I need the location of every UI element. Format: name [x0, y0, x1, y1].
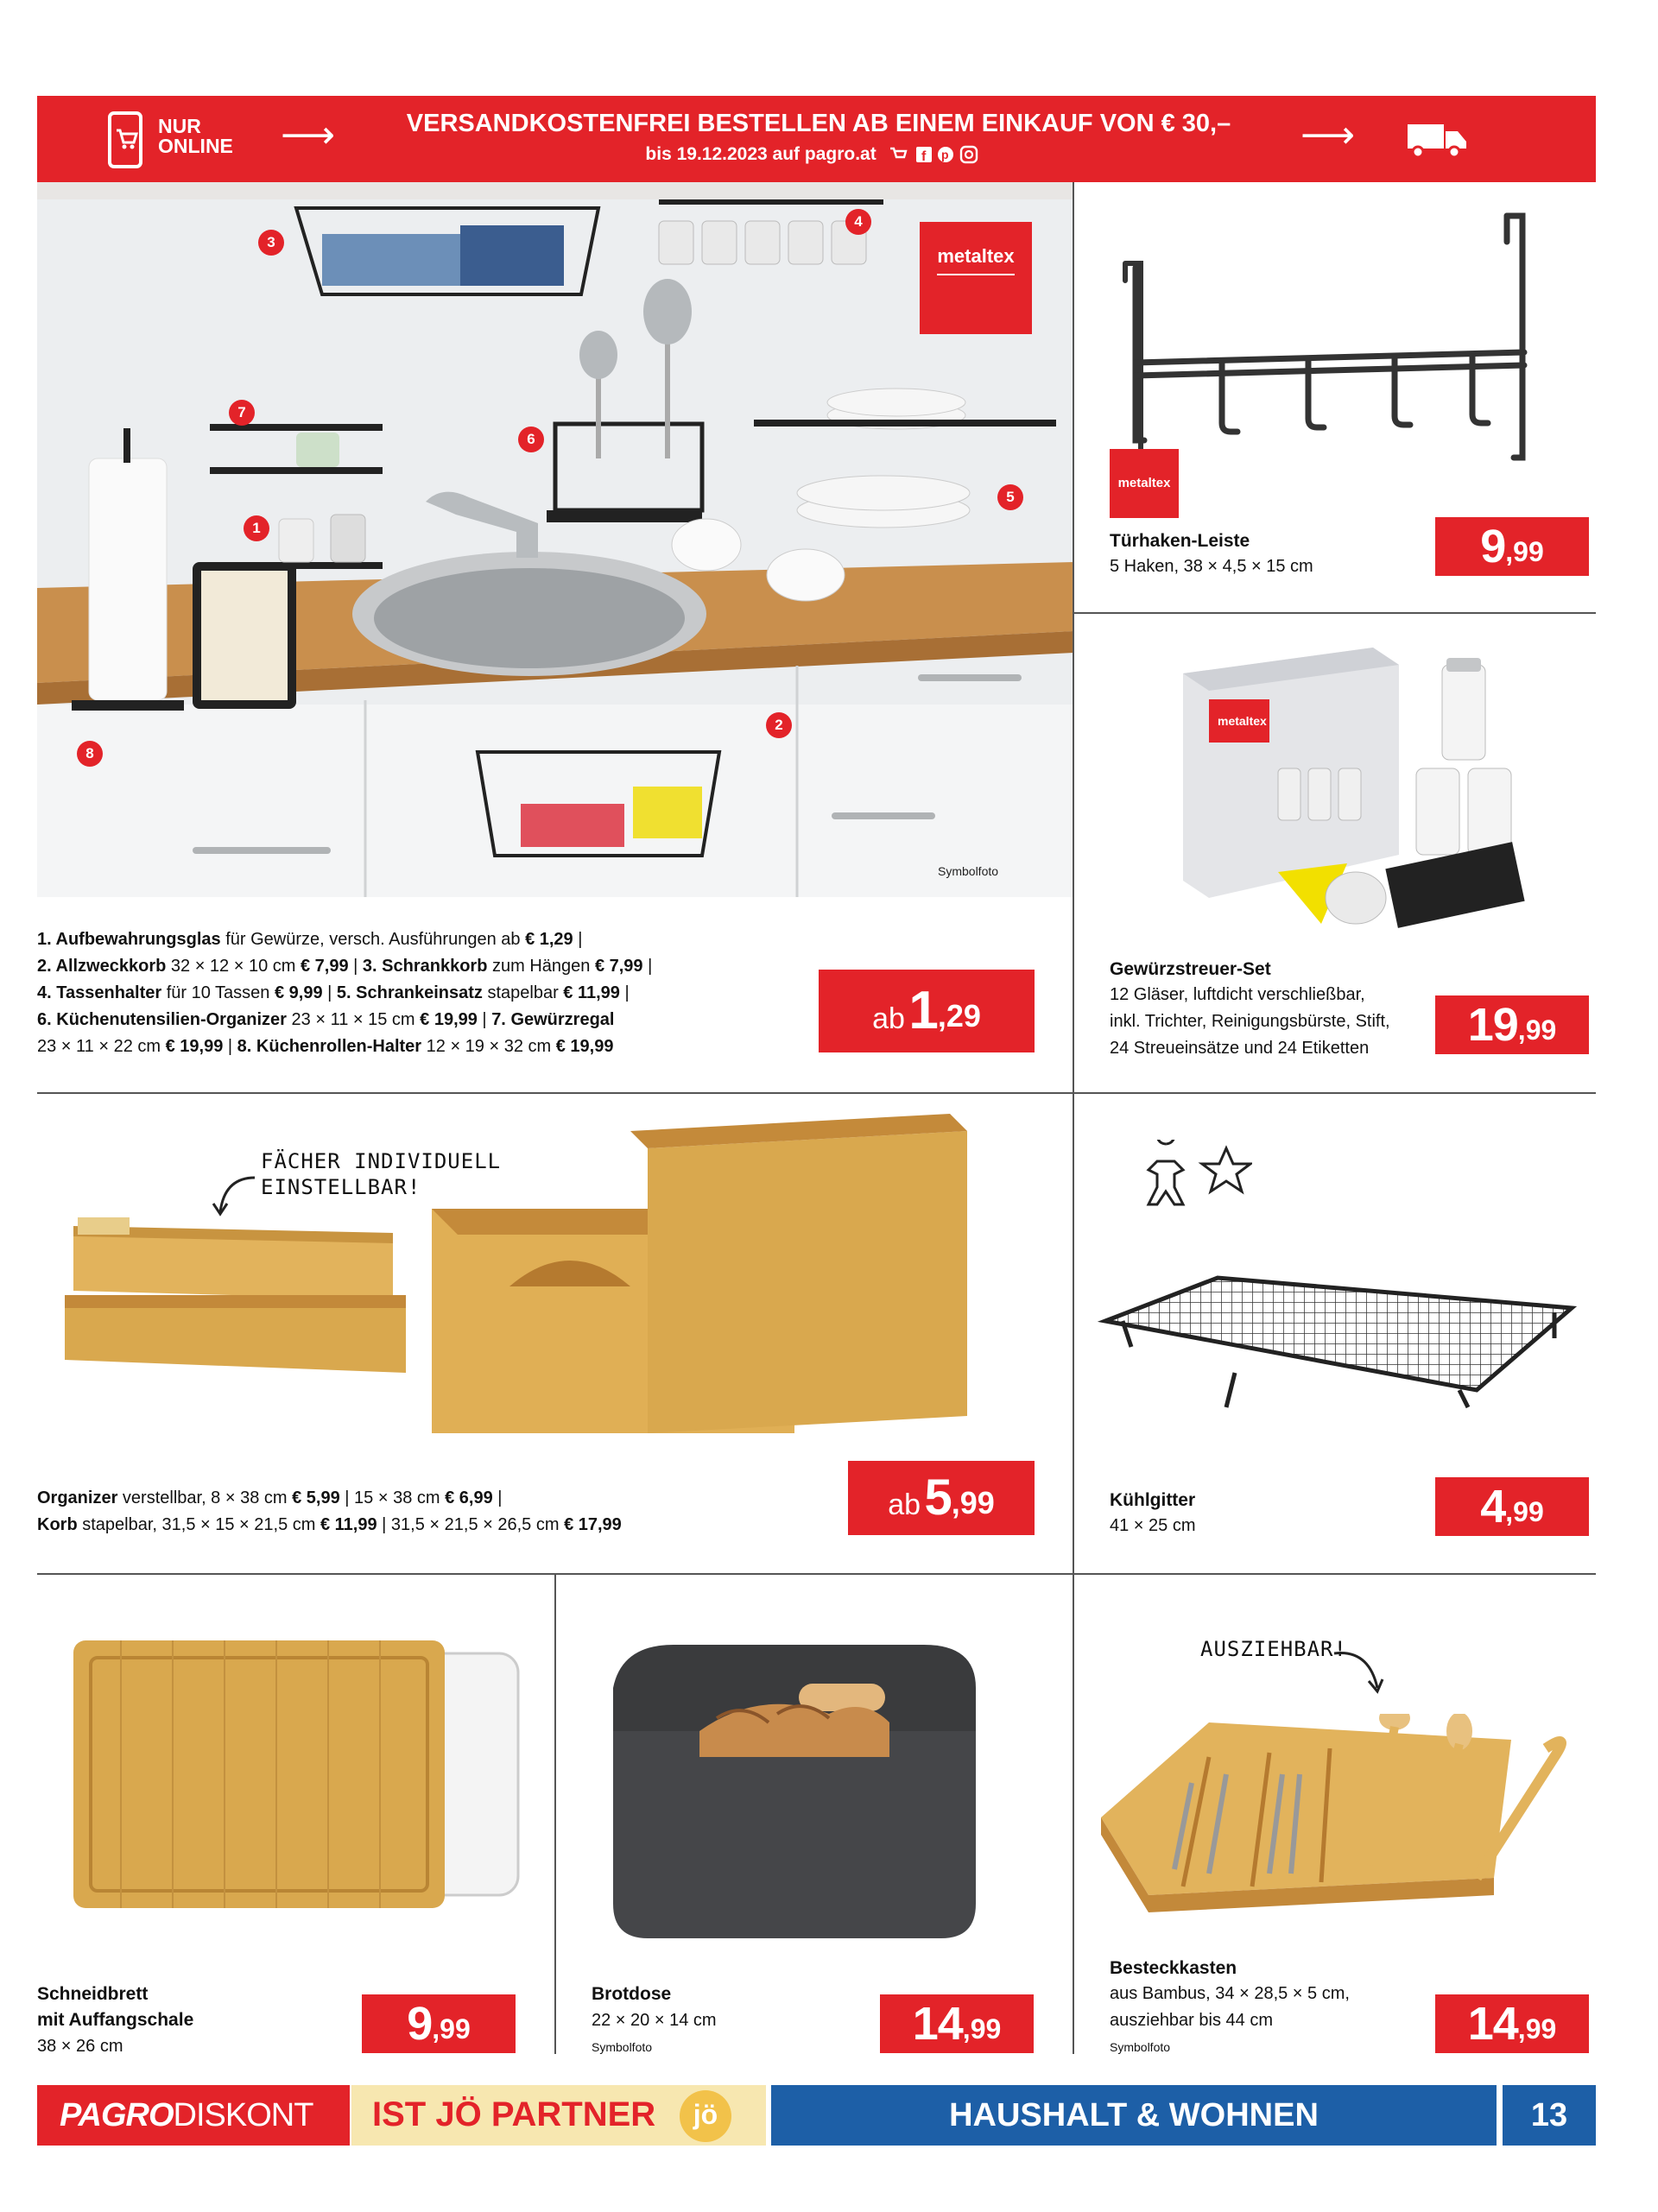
jo-partner-banner[interactable]: [351, 2085, 766, 2146]
jo-logo-icon: jö: [680, 2090, 731, 2142]
title-line: Schneidbrett: [37, 1984, 149, 2004]
section-banner: [771, 2085, 1497, 2146]
brand-label: metaltex: [937, 239, 1014, 275]
metaltex-logo-small: [1110, 449, 1179, 518]
page-number-box: [1503, 2085, 1596, 2146]
curved-arrow-icon: [1330, 1645, 1390, 1697]
product-desc: 22 × 20 × 14 cm: [592, 2011, 717, 2030]
desc-line: 24 Streueinsätze und 24 Etiketten: [1110, 1039, 1370, 1058]
price-prefix: ab: [872, 1002, 905, 1035]
delivery-truck-icon: [1406, 117, 1468, 159]
kitchen-photo: [37, 182, 1073, 897]
divider-vertical: [1073, 1574, 1074, 2054]
brand-light: DISKONT: [173, 2097, 313, 2133]
kitchen-item-list: [37, 926, 797, 1060]
price-cents: ,99: [1517, 1014, 1557, 1046]
banner-headline: VERSANDKOSTENFREI BESTELLEN AB EINEM EINKAUF VON € 30,–: [406, 110, 1231, 137]
desc-line: 12 Gläser, luftdicht verschließbar,: [1110, 985, 1365, 1004]
smartphone-cart-icon: [108, 111, 142, 168]
brand-label: metaltex: [1117, 476, 1171, 490]
desc-line: aus Bambus, 34 × 28,5 × 5 cm,: [1110, 1984, 1350, 2003]
organizer-image: [60, 1114, 984, 1450]
product-desc: [1110, 982, 1390, 1062]
price-prefix: ab: [888, 1488, 921, 1521]
product-title: Brotdose: [592, 1984, 672, 2004]
list-item: 1. Aufbewahrungsglas für Gewürze, versch. Ausführungen ab € 1,29 |: [37, 930, 583, 949]
list-item: 7. Gewürzregal: [491, 1010, 615, 1029]
divider: [37, 1573, 1596, 1575]
brand-bold: PAGRO: [60, 2097, 174, 2133]
price-cents: ,99: [1505, 536, 1544, 567]
product-title: Besteckkasten: [1110, 1958, 1237, 1978]
social-icons: [889, 144, 992, 164]
partner-label: IST JÖ PARTNER: [372, 2095, 656, 2133]
metaltex-logo: [920, 222, 1032, 334]
marker-badge: 8: [77, 741, 103, 767]
cutlery-box-image: [1097, 1714, 1580, 1912]
photo-note: Symbolfoto: [938, 864, 999, 878]
divider: [1073, 612, 1596, 614]
divider-vertical: [1073, 182, 1074, 1574]
price-cents: ,29: [937, 998, 981, 1033]
price-cents: ,99: [951, 1485, 995, 1520]
product-title: [37, 1981, 193, 2033]
photo-note: Symbolfoto: [1110, 2040, 1171, 2054]
divider-vertical: [554, 1574, 556, 2054]
svg-text:metaltex: metaltex: [1218, 714, 1267, 728]
list-item: 6. Küchenutensilien-Organizer 23 × 11 × 15 cm € 19,99 |: [37, 1010, 492, 1029]
desc-line: ausziehbar bis 44 cm: [1110, 2011, 1273, 2030]
product-title: Gewürzstreuer-Set: [1110, 959, 1271, 979]
desc-line: Korb stapelbar, 31,5 × 15 × 21,5 cm € 11,99 | 31,5 × 21,5 × 26,5 cm € 17,99: [37, 1515, 622, 1534]
cutting-board-image: [69, 1632, 527, 1917]
product-desc: 41 × 25 cm: [1110, 1516, 1196, 1535]
product-desc: [1110, 1981, 1350, 2034]
door-hook-image: [1110, 190, 1559, 466]
kitchen-price-tag: [819, 970, 1035, 1052]
price-main: 5: [924, 1469, 952, 1526]
price-cents: ,99: [432, 2013, 471, 2045]
spice-set-image: [1149, 639, 1580, 958]
price-main: 4: [1480, 1481, 1506, 1533]
marker-badge: 5: [997, 484, 1023, 510]
svg-text:p: p: [940, 148, 949, 162]
cooling-rack-image: [1097, 1261, 1580, 1416]
price-main: 14: [1467, 1998, 1518, 2050]
section-title: HAUSHALT & WOHNEN: [949, 2097, 1319, 2133]
list-item: 8. Küchenrollen-Halter 12 × 19 × 32 cm € 19,99: [237, 1037, 614, 1056]
arrow-right-icon: ⟶: [281, 114, 336, 156]
callout-text: AUSZIEHBAR!: [1200, 1637, 1347, 1661]
organizer-price-tag: [848, 1461, 1035, 1535]
price-main: 1: [908, 981, 938, 1040]
organizer-desc: [37, 1485, 814, 1539]
list-item: 3. Schrankkorb zum Hängen € 7,99 |: [362, 957, 653, 976]
price-cents: ,99: [962, 2013, 1002, 2045]
cookie-cutters-icon: [1140, 1140, 1252, 1209]
svg-text:f: f: [921, 149, 926, 165]
list-item: 4. Tassenhalter für 10 Tassen € 9,99 |: [37, 983, 337, 1002]
banner-subline: [365, 144, 1272, 165]
callout-line: FÄCHER INDIVIDUELL: [261, 1149, 502, 1173]
price-cents: ,99: [1505, 1496, 1544, 1527]
online-only-label: NUR ONLINE: [158, 115, 233, 157]
marker-badge: 7: [229, 400, 255, 426]
product-desc: 5 Haken, 38 × 4,5 × 15 cm: [1110, 557, 1313, 576]
divider: [37, 1092, 1596, 1094]
title-line: mit Auffangschale: [37, 2010, 194, 2030]
marker-badge: 3: [258, 230, 284, 256]
list-item: 23 × 11 × 22 cm € 19,99 |: [37, 1037, 237, 1056]
product-title: Kühlgitter: [1110, 1490, 1196, 1510]
price-cents: ,99: [1517, 2013, 1557, 2045]
board-price-tag: [362, 1994, 516, 2053]
pagro-logo[interactable]: [37, 2085, 350, 2146]
banner-subline-text: bis 19.12.2023 auf pagro.at: [645, 144, 876, 164]
bread-price-tag: [880, 1994, 1034, 2053]
cutlery-price-tag: [1435, 1994, 1589, 2053]
price-main: 9: [407, 1998, 433, 2050]
price-main: 19: [1467, 999, 1518, 1051]
marker-badge: 4: [845, 209, 871, 235]
callout-line: EINSTELLBAR!: [261, 1175, 421, 1199]
spice-price-tag: [1435, 995, 1589, 1054]
price-main: 14: [912, 1998, 963, 2050]
bread-box-image: [604, 1636, 984, 1947]
page-number: 13: [1530, 2097, 1568, 2133]
photo-note: Symbolfoto: [592, 2040, 653, 2054]
marker-badge: 1: [244, 515, 269, 541]
marker-badge: 6: [518, 427, 544, 452]
list-item: 2. Allzweckkorb 32 × 12 × 10 cm € 7,99 |: [37, 957, 363, 976]
price-main: 9: [1480, 521, 1506, 572]
desc-line: Organizer verstellbar, 8 × 38 cm € 5,99 | 15 × 38 cm € 6,99 |: [37, 1488, 503, 1507]
desc-line: inkl. Trichter, Reinigungsbürste, Stift,: [1110, 1012, 1390, 1031]
product-title: Türhaken-Leiste: [1110, 531, 1250, 551]
shipping-banner[interactable]: [37, 96, 1596, 182]
list-item: 5. Schrankeinsatz stapelbar € 11,99 |: [336, 983, 630, 1002]
hook-price-tag: [1435, 517, 1589, 576]
product-desc: 38 × 26 cm: [37, 2037, 123, 2056]
arrow-right-icon-2: ⟶: [1300, 114, 1356, 156]
marker-badge: 2: [766, 712, 792, 738]
cooling-price-tag: [1435, 1477, 1589, 1536]
